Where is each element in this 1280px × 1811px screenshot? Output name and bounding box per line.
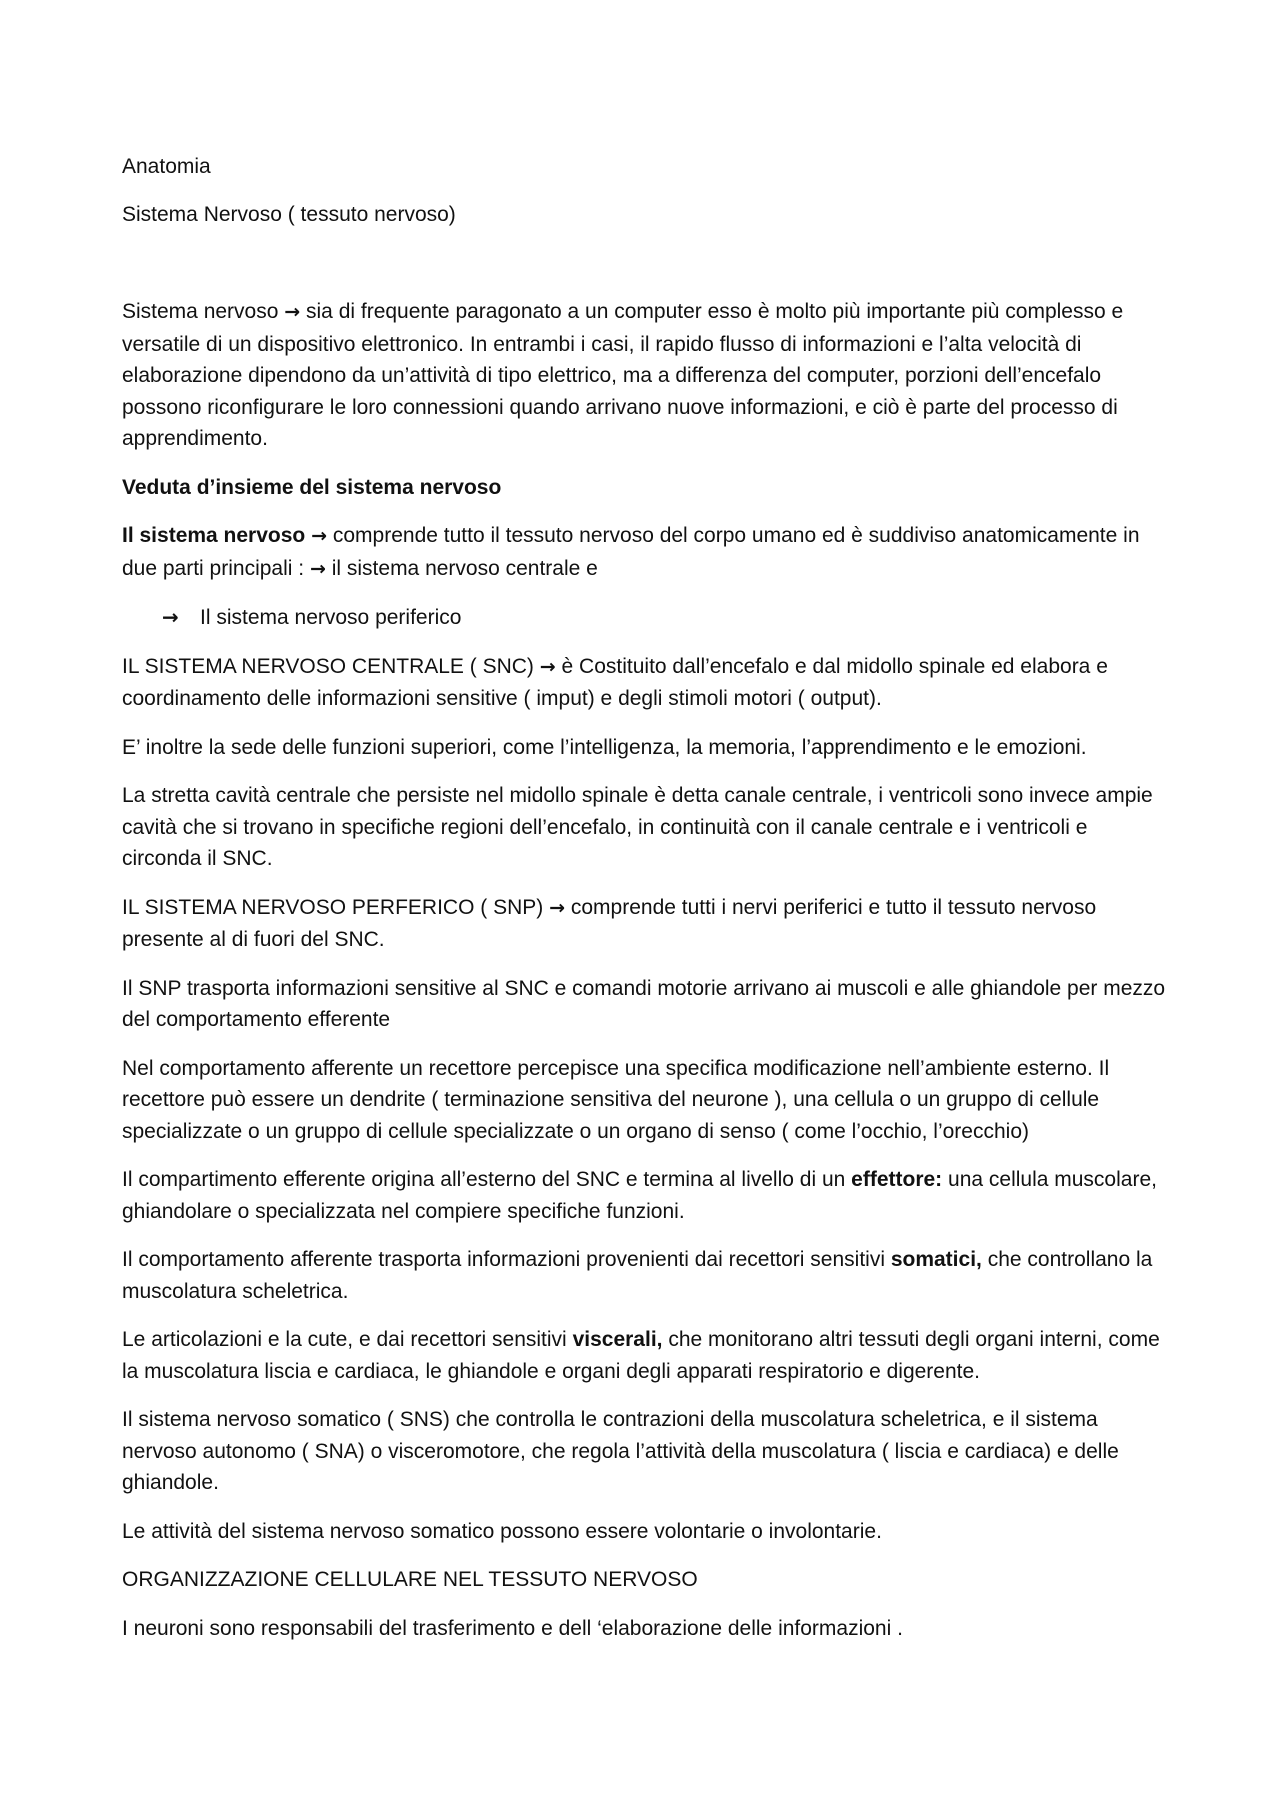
paragraph-visceral [122, 1324, 1172, 1387]
paragraph-intro-lead: Sistema nervoso [122, 300, 279, 323]
paragraph-snc-text: è Costituito dall’encefalo e dal midollo spinale ed elabora e coordinamento delle informazioni sensitive ( imput) e degli stimoli motori ( output). [122, 654, 1108, 710]
list-item-peripheral [122, 602, 1172, 634]
paragraph-sns-sna: Il sistema nervoso somatico ( SNS) che controlla le contrazioni della muscolatura scheletrica, e il sistema nervoso autonomo ( SNA) o visceromotore, che regola l’attività della muscolatura ( liscia e cardiaca) e delle ghiandole. [122, 1408, 1119, 1494]
paragraph-intro-text: sia di frequente paragonato a un computer esso è molto più importante più complesso e versatile di un dispositivo elettronico. In entrambi i casi, il rapido flusso di informazioni e l’alta velocità di elaborazione dipendono da un’attività di tipo elettrico, ma a differenza del computer, porzioni dell’encefalo possono riconfigurare le loro connessioni quando arrivano nuove informazioni, e ciò è parte del processo di apprendimento. [122, 300, 1124, 450]
paragraph-efferent-text-b: una cellula muscolare, ghiandolare o specializzata nel compiere specifiche funzioni. [122, 1168, 1157, 1223]
paragraph-system-parts-text: comprende tutto il tessuto nervoso del corpo umano ed è suddiviso anatomicamente in due parti principali : [122, 524, 1140, 580]
paragraph-efferent [122, 1164, 1172, 1227]
paragraph-efferent-text-a: Il compartimento efferente origina all’esterno del SNC e termina al livello di un [122, 1168, 846, 1191]
section-heading-cellular: ORGANIZZAZIONE CELLULARE NEL TESSUTO NERVOSO [122, 1568, 698, 1591]
term-effettore: effettore: [851, 1168, 943, 1191]
paragraph-snc-lead: IL SISTEMA NERVOSO CENTRALE ( SNC) [122, 654, 534, 678]
paragraph-somatic-text-b: che controllano la muscolatura scheletrica. [122, 1248, 1153, 1303]
arrow-right-icon: → [311, 525, 328, 547]
paragraph-snc [122, 651, 1172, 715]
paragraph-snp [122, 892, 1172, 956]
arrow-bullet-icon: → [162, 605, 179, 629]
list-item-peripheral-label: Il sistema nervoso periferico [200, 606, 462, 629]
paragraph-system-parts [122, 520, 1172, 585]
paragraph-neurons: I neuroni sono responsabili del trasferimento e dell ‘elaborazione delle informazioni . [122, 1616, 903, 1640]
arrow-right-icon: → [309, 557, 326, 580]
paragraph-system-parts-tail: il sistema nervoso centrale e [331, 556, 598, 580]
section-heading-overview: Veduta d’insieme del sistema nervoso [122, 475, 502, 499]
paragraph-system-parts-lead: Il sistema nervoso [122, 524, 306, 547]
paragraph-visceral-text-a: Le articolazioni e la cute, e dai recettori sensitivi [122, 1328, 567, 1351]
paragraph-somatic-text-a: Il comportamento afferente trasporta informazioni provenienti dai recettori sensitivi [122, 1248, 885, 1271]
arrow-right-icon: → [284, 301, 301, 323]
paragraph-snp-text: comprende tutti i nervi periferici e tutto il tessuto nervoso presente al di fuori del SNC. [122, 895, 1097, 951]
paragraph-higher-functions: E’ inoltre la sede delle funzioni superiori, come l’intelligenza, la memoria, l’apprendimento e le emozioni. [122, 735, 1087, 759]
paragraph-snp-lead: IL SISTEMA NERVOSO PERFERICO ( SNP) [122, 895, 544, 919]
document-page [122, 151, 1172, 1661]
arrow-right-icon: → [539, 655, 556, 678]
paragraph-afferent: Nel comportamento afferente un recettore percepisce una specifica modificazione nell’ambiente esterno. Il recettore può essere un dendrite ( terminazione sensitiva del neurone ), una cellula o un gruppo di cellule specializzate o un gruppo di cellule specializzate o un organo di senso ( come l’occhio, l’orecchio) [122, 1056, 1110, 1143]
document-subtitle: Sistema Nervoso ( tessuto nervoso) [122, 202, 456, 226]
paragraph-snp-transport: Il SNP trasporta informazioni sensitive al SNC e comandi motorie arrivano ai muscoli e alle ghiandole per mezzo del comportamento efferente [122, 976, 1166, 1031]
paragraph-voluntary: Le attività del sistema nervoso somatico possono essere volontarie o involontarie. [122, 1519, 882, 1543]
arrow-right-icon: → [549, 896, 566, 919]
document-title: Anatomia [122, 155, 211, 178]
paragraph-visceral-text-b: che monitorano altri tessuti degli organi interni, come la muscolatura liscia e cardiaca, le ghiandole e organi degli apparati respiratorio e digerente. [122, 1328, 1160, 1383]
term-somatici: somatici, [890, 1248, 982, 1271]
paragraph-intro [122, 296, 1172, 455]
paragraph-somatic [122, 1244, 1172, 1307]
paragraph-central-canal: La stretta cavità centrale che persiste nel midollo spinale è detta canale centrale, i ventricoli sono invece ampie cavità che si trovano in specifiche regioni dell’encefalo, in continuità con il canale centrale e i ventricoli e circonda il SNC. [122, 784, 1153, 870]
term-viscerali: viscerali, [572, 1328, 663, 1351]
